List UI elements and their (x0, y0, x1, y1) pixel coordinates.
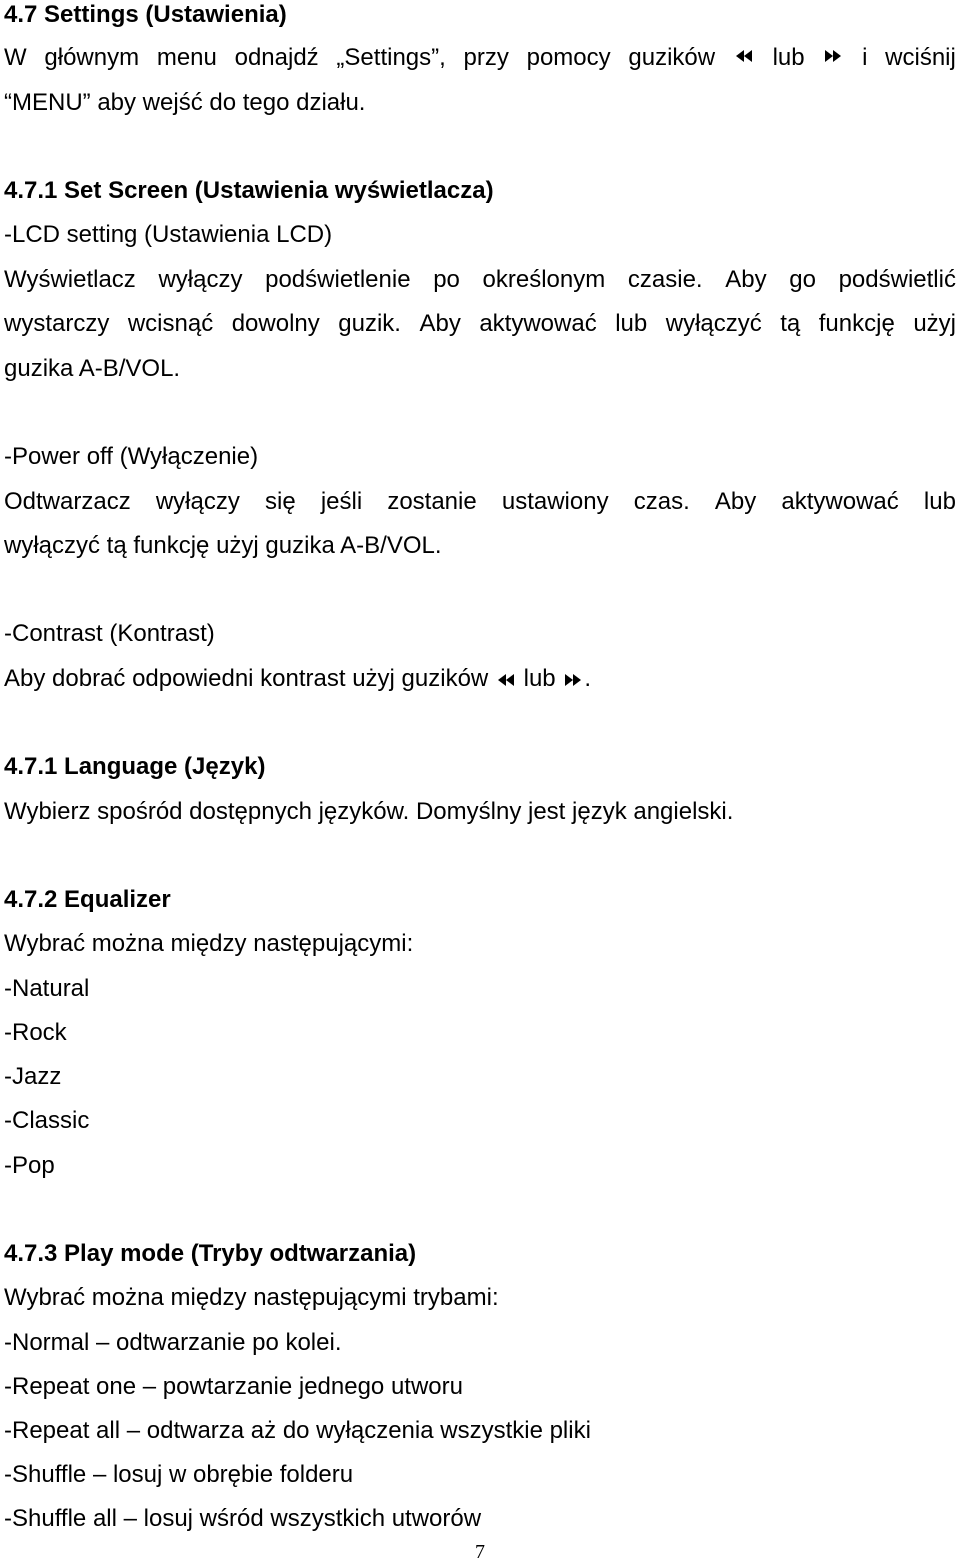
word: wyłączyć (665, 310, 762, 337)
settings-intro-line-2: “MENU” aby wejść do tego działu. (4, 89, 366, 116)
word: użyj (913, 310, 956, 337)
word: guzik. (338, 310, 401, 337)
word: Aby (714, 488, 757, 515)
play-mode-item: -Repeat all – odtwarza aż do wyłączenia wszystkie pliki (4, 1417, 591, 1444)
word: wyłączy (155, 488, 240, 515)
word: go (789, 266, 816, 293)
lcd-setting-line-3: guzika A-B/VOL. (4, 355, 181, 382)
word: się (265, 488, 296, 515)
contrast-text: Aby dobrać odpowiedni kontrast użyj guzików (4, 665, 489, 692)
word: po (433, 266, 460, 293)
contrast-text-period: . (584, 665, 591, 692)
word: wciśnij (885, 44, 956, 71)
fast-forward-icon (562, 667, 584, 697)
word: Aby (725, 266, 767, 293)
rewind-icon (733, 43, 755, 73)
page-number: 7 (475, 1541, 485, 1563)
word: tą (780, 310, 801, 337)
word: wyłączy (158, 266, 243, 293)
word: czas. (633, 488, 690, 515)
word: W (4, 44, 27, 71)
power-off-line-1 (4, 487, 956, 517)
word: odnajdź (234, 44, 319, 71)
word: wystarczy (4, 310, 110, 337)
word: menu (156, 44, 217, 71)
contrast-text-or: lub (523, 665, 556, 692)
lcd-setting-line-1 (4, 265, 956, 295)
word: wcisnąć (127, 310, 214, 337)
word: pomocy (526, 44, 611, 71)
word: lub (615, 310, 648, 337)
equalizer-item: -Classic (4, 1107, 90, 1134)
play-mode-item: -Shuffle – losuj w obrębie folderu (4, 1461, 354, 1488)
word: Wyświetlacz (4, 266, 136, 293)
word: głównym (44, 44, 140, 71)
word: jeśli (320, 488, 363, 515)
word: określonym (482, 266, 606, 293)
settings-intro-line-1 (4, 43, 956, 73)
section-heading-language: 4.7.1 Language (Język) (4, 753, 266, 780)
equalizer-intro: Wybrać można między następującymi: (4, 930, 414, 957)
word: podświetlić (838, 266, 956, 293)
play-mode-item: -Shuffle all – losuj wśród wszystkich utworów (4, 1505, 482, 1532)
equalizer-item: -Rock (4, 1019, 67, 1046)
power-off-title: -Power off (Wyłączenie) (4, 443, 259, 470)
equalizer-item: -Pop (4, 1152, 55, 1179)
word: Odtwarzacz (4, 488, 131, 515)
language-text: Wybierz spośród dostępnych języków. Domyślny jest język angielski. (4, 798, 734, 825)
lcd-setting-line-2 (4, 309, 956, 339)
word: i (862, 44, 868, 71)
fast-forward-icon (822, 43, 844, 73)
lcd-setting-title: -LCD setting (Ustawienia LCD) (4, 221, 333, 248)
contrast-title: -Contrast (Kontrast) (4, 620, 215, 647)
equalizer-item: -Natural (4, 975, 90, 1002)
section-heading-play-mode: 4.7.3 Play mode (Tryby odtwarzania) (4, 1240, 417, 1267)
word: guzików (628, 44, 716, 71)
word: dowolny (231, 310, 320, 337)
word: aktywować (479, 310, 597, 337)
play-mode-item: -Repeat one – powtarzanie jednego utworu (4, 1373, 463, 1400)
word: przy (463, 44, 509, 71)
word: czasie. (627, 266, 703, 293)
play-mode-item: -Normal – odtwarzanie po kolei. (4, 1329, 342, 1356)
section-heading-set-screen: 4.7.1 Set Screen (Ustawienia wyświetlacza) (4, 177, 494, 204)
contrast-line-1 (4, 664, 956, 697)
equalizer-item: -Jazz (4, 1063, 62, 1090)
word: ustawiony (501, 488, 609, 515)
word: aktywować (781, 488, 899, 515)
section-heading-equalizer: 4.7.2 Equalizer (4, 886, 171, 913)
word: podświetlenie (265, 266, 411, 293)
play-mode-intro: Wybrać można między następującymi trybami: (4, 1284, 499, 1311)
word: lub (772, 44, 805, 71)
section-heading-settings: 4.7 Settings (Ustawienia) (4, 1, 287, 28)
power-off-line-2: wyłączyć tą funkcję użyj guzika A-B/VOL. (4, 532, 442, 559)
word: Aby (419, 310, 461, 337)
word: „Settings”, (336, 44, 446, 71)
word: lub (923, 488, 956, 515)
word: zostanie (387, 488, 477, 515)
word: funkcję (818, 310, 895, 337)
rewind-icon (495, 667, 517, 697)
